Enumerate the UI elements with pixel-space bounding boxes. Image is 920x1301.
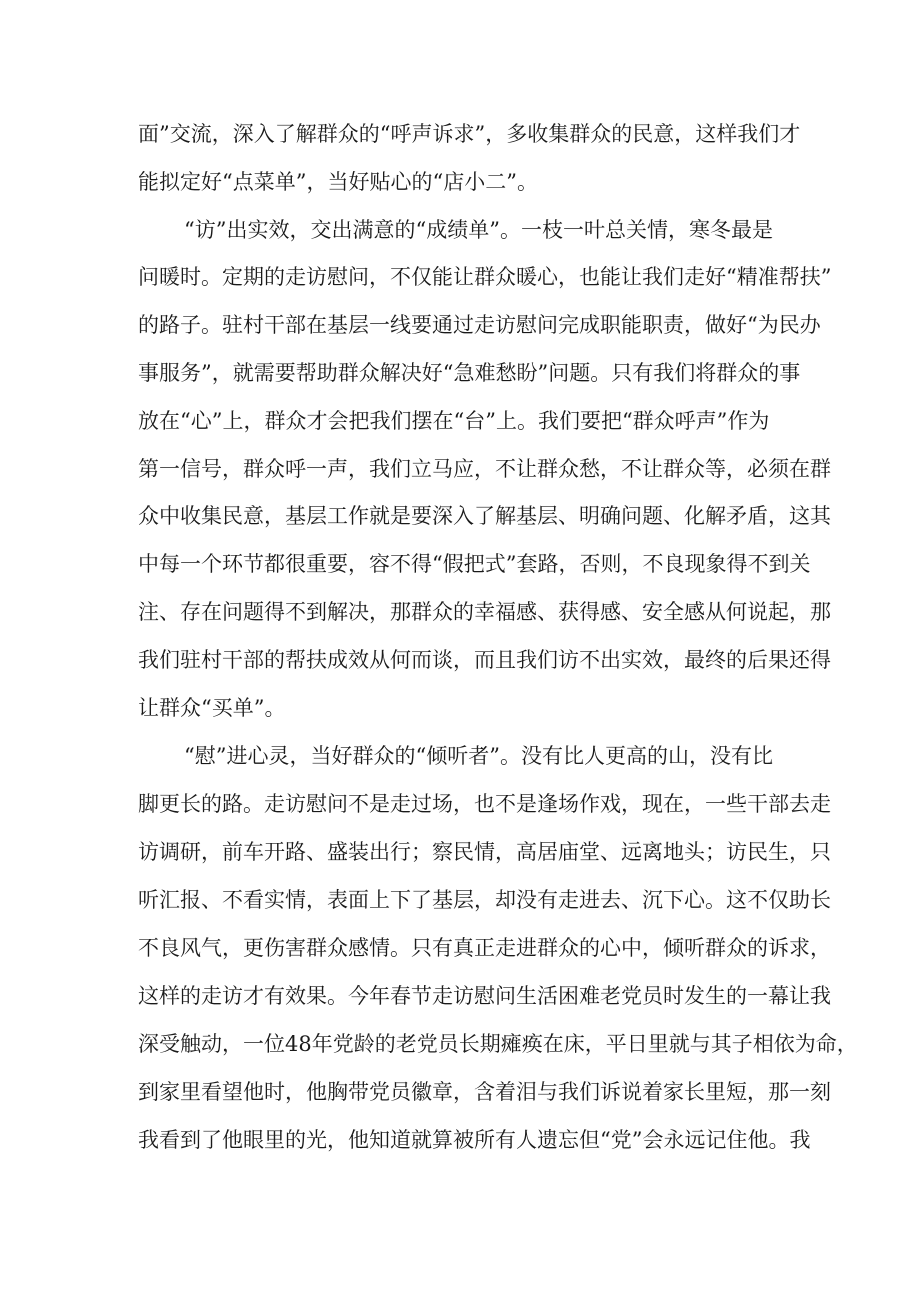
text-line: 脚更长的路。走访慰问不是走过场，也不是逢场作戏，现在，一些干部去走 <box>138 792 831 816</box>
text-line: 中每一个环节都很重要，容不得“假把式”套路，否则，不良现象得不到关 <box>138 552 811 576</box>
text-line: 的路子。驻村干部在基层一线要通过走访慰问完成职能职责，做好“为民办 <box>138 313 821 337</box>
text-line: 到家里看望他时，他胸带党员徽章，含着泪与我们诉说着家长里短，那一刻 <box>138 1080 831 1104</box>
text-line: 第一信号，群众呼一声，我们立马应，不让群众愁，不让群众等，必须在群 <box>138 457 831 481</box>
text-line: 我看到了他眼里的光，他知道就算被所有人遗忘但“党”会永远记住他。我 <box>138 1128 811 1152</box>
text-line: 听汇报、不看实情，表面上下了基层，却没有走进去、沉下心。这不仅助长 <box>138 888 831 912</box>
text-line: 放在“心”上，群众才会把我们摆在“台”上。我们要把“群众呼声”作为 <box>138 409 770 433</box>
text-line: 事服务”，就需要帮助群众解决好“急难愁盼”问题。只有我们将群众的事 <box>138 361 801 385</box>
text-line: 能拟定好“点菜单”，当好贴心的“店小二”。 <box>138 170 538 194</box>
text-line: 注、存在问题得不到解决，那群众的幸福感、获得感、安全感从何说起，那 <box>138 600 831 624</box>
text-line: 访调研，前车开路、盛装出行；察民情，高居庙堂、远离地头；访民生，只 <box>138 840 831 864</box>
text-line: 深受触动，一位48年党龄的老党员长期瘫痪在床，平日里就与其子相依为命， <box>138 1032 858 1056</box>
text-line: 众中收集民意，基层工作就是要深入了解基层、明确问题、化解矛盾，这其 <box>138 504 831 528</box>
text-line: 这样的走访才有效果。今年春节走访慰问生活困难老党员时发生的一幕让我 <box>138 984 831 1008</box>
text-line: 我们驻村干部的帮扶成效从何而谈，而且我们访不出实效，最终的后果还得 <box>138 648 831 672</box>
text-line: 问暖时。定期的走访慰问，不仅能让群众暖心，也能让我们走好“精准帮扶” <box>138 265 832 289</box>
text-line: “慰”进心灵，当好群众的“倾听者”。没有比人更高的山，没有比 <box>184 744 773 768</box>
text-line: 让群众“买单”。 <box>138 696 286 720</box>
text-line: 面”交流，深入了解群众的“呼声诉求”，多收集群众的民意，这样我们才 <box>138 122 801 146</box>
text-line: “访”出实效，交出满意的“成绩单”。一枝一叶总关情，寒冬最是 <box>184 218 773 242</box>
text-line: 不良风气，更伤害群众感情。只有真正走进群众的心中，倾听群众的诉求， <box>138 936 831 960</box>
